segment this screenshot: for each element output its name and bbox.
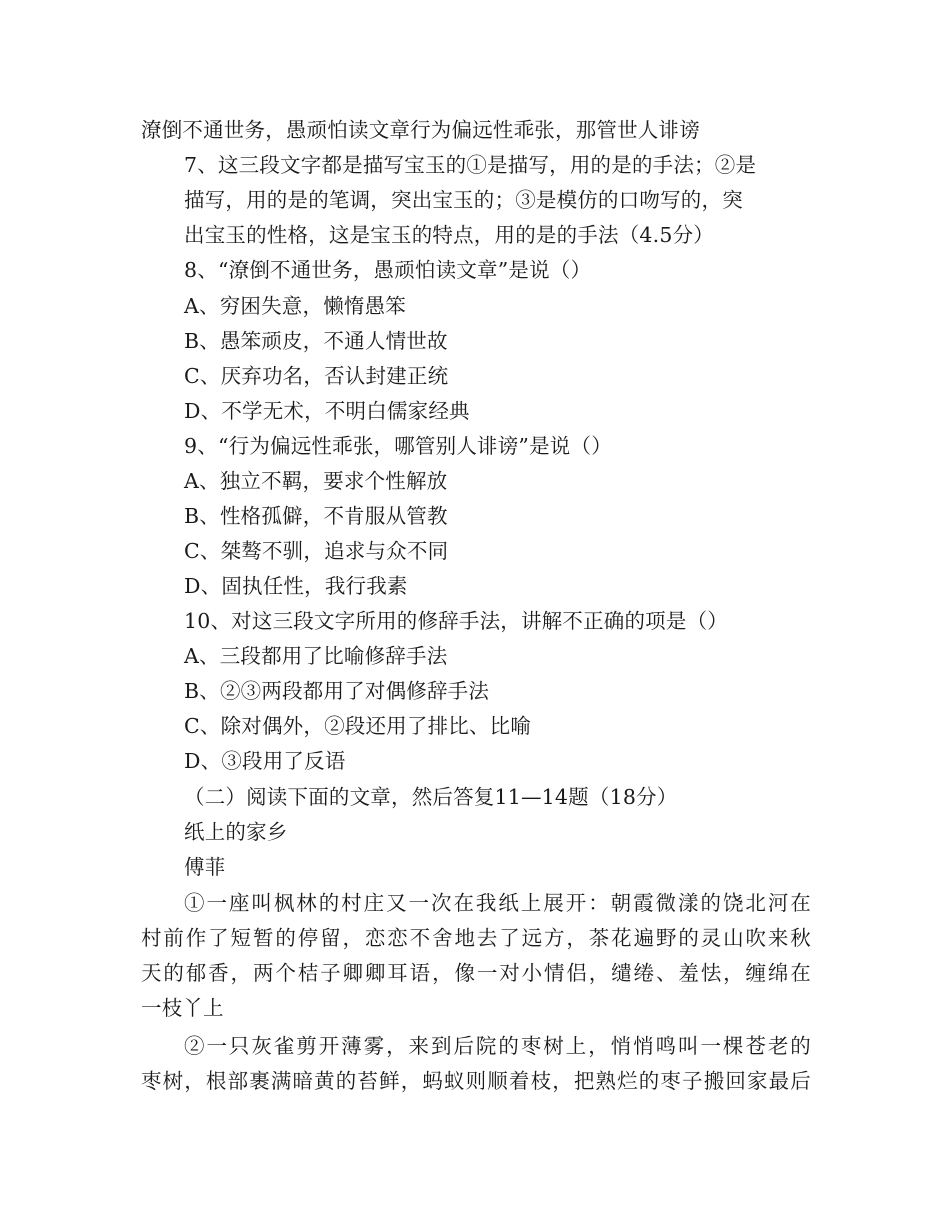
question-10: 10、对这三段文字所用的修辞手法，讲解不正确的项是（） bbox=[184, 609, 728, 633]
article-title: 纸上的家乡 bbox=[184, 820, 288, 844]
option-a: A、三段都用了比喻修辞手法 bbox=[184, 644, 448, 668]
option-d: D、不学无术，不明白儒家经典 bbox=[184, 399, 470, 423]
paragraph-2-line: 枣树，根部裹满暗黄的苔鲜，蚂蚁则顺着枝，把熟烂的枣子搬回家最后 bbox=[141, 1069, 811, 1093]
option-a: A、穷困失意，懒惰愚笨 bbox=[184, 294, 407, 318]
paragraph-1-line: 一枝丫上 bbox=[141, 996, 224, 1020]
option-a: A、独立不羁，要求个性解放 bbox=[184, 469, 448, 493]
option-c: C、除对偶外，②段还用了排比、比喻 bbox=[184, 714, 532, 738]
option-b: B、②③两段都用了对偶修辞手法 bbox=[184, 679, 490, 703]
question-8: 8、“潦倒不通世务，愚顽怕读文章”是说（） bbox=[184, 258, 592, 282]
text-line: 潦倒不通世务，愚顽怕读文章行为偏远性乖张，那管世人诽谤 bbox=[141, 118, 700, 142]
section-heading: （二）阅读下面的文章，然后答复11—14题（18分） bbox=[184, 785, 678, 809]
paragraph-1-line: 天的郁香，两个桔子卿卿耳语，像一对小情侣，缱绻、羞怯，缠绵在 bbox=[141, 961, 811, 985]
question-7-line: 出宝玉的性格，这是宝玉的特点，用的是的手法（4.5分） bbox=[184, 223, 715, 247]
question-7-line: 描写，用的是的笔调，突出宝玉的；③是模仿的口吻写的，突 bbox=[184, 188, 743, 212]
paragraph-2-line: ②一只灰雀剪开薄雾，来到后院的枣树上，悄悄鸣叫一棵苍老的 bbox=[184, 1034, 811, 1058]
question-9: 9、“行为偏远性乖张，哪管别人诽谤”是说（） bbox=[184, 434, 612, 458]
paragraph-1-line: ①一座叫枫林的村庄又一次在我纸上展开：朝霞微漾的饶北河在 bbox=[184, 891, 811, 915]
option-b: B、性格孤僻，不肯服从管教 bbox=[184, 504, 448, 528]
paragraph-1-line: 村前作了短暂的停留，恋恋不舍地去了远方，茶花遍野的灵山吹来秋 bbox=[141, 926, 811, 950]
option-c: C、厌弃功名，否认封建正统 bbox=[184, 364, 449, 388]
question-7-line: 7、这三段文字都是描写宝玉的①是描写，用的是的手法；②是 bbox=[184, 153, 757, 177]
option-c: C、桀骜不驯，追求与众不同 bbox=[184, 539, 449, 563]
option-d: D、固执任性，我行我素 bbox=[184, 574, 408, 598]
option-b: B、愚笨顽皮，不通人情世故 bbox=[184, 329, 448, 353]
option-d: D、③段用了反语 bbox=[184, 749, 346, 773]
article-author: 傅菲 bbox=[184, 855, 226, 879]
